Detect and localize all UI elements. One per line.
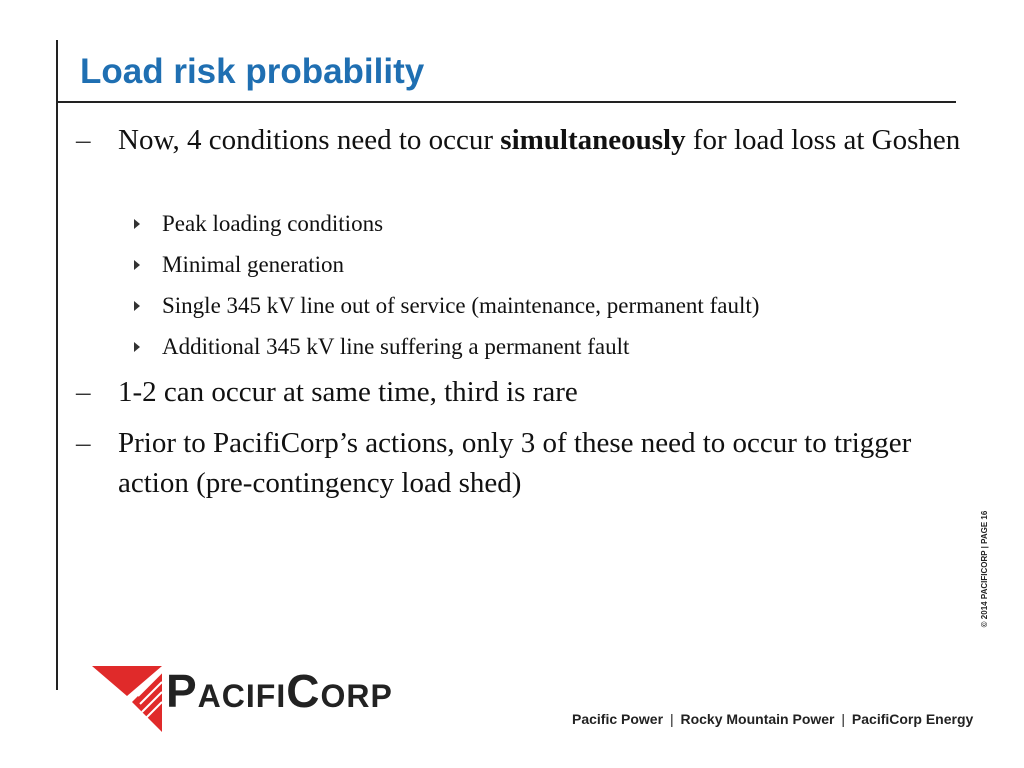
brand-pacificorp-energy: PacifiCorp Energy	[851, 711, 974, 727]
bullet-2-text: 1-2 can occur at same time, third is rare	[118, 376, 578, 408]
sub-item-2-text: Minimal generation	[162, 252, 345, 277]
bullet-dash: –	[76, 427, 91, 459]
triangle-bullet-icon	[134, 342, 140, 352]
pacificorp-wordmark: PacifiCorp	[166, 665, 393, 717]
sub-item-1-text: Peak loading conditions	[162, 211, 384, 236]
bullet-dash: –	[76, 376, 91, 408]
sub-item-4	[134, 332, 984, 362]
triangle-bullet-icon	[134, 219, 140, 229]
bullet-1	[76, 120, 976, 160]
brand-list	[572, 709, 982, 729]
left-vertical-rule	[56, 40, 58, 690]
triangle-bullet-icon	[134, 301, 140, 311]
bullet-1-emphasis: simultaneously	[500, 124, 686, 156]
triangle-bullet-icon	[134, 260, 140, 270]
bullet-3	[76, 423, 976, 503]
sub-item-3	[134, 291, 984, 321]
bullet-1-text	[118, 120, 976, 160]
brand-separator: |	[841, 711, 846, 727]
slide-title: Load risk probability	[80, 52, 425, 91]
pacificorp-logo-icon	[92, 662, 162, 732]
copyright-notice: © 2014 PACIFICORP | PAGE 16	[980, 510, 989, 628]
bullet-1-text-end: for load loss at Goshen	[685, 124, 961, 156]
bullet-dash: –	[76, 124, 91, 156]
sub-item-3-text: Single 345 kV line out of service (maintenance, permanent fault)	[162, 293, 760, 318]
brand-pacific-power: Pacific Power	[572, 711, 664, 727]
sub-item-1	[134, 209, 984, 239]
bullet-3-text: Prior to PacifiCorp’s actions, only 3 of these need to occur to trigger action (pre-contingency load shed)	[118, 427, 912, 499]
brand-rocky-mountain-power: Rocky Mountain Power	[680, 711, 835, 727]
title-underline-rule	[56, 101, 956, 103]
bullet-2	[76, 372, 976, 412]
bullet-1-text-start: Now, 4 conditions need to occur	[118, 124, 501, 156]
sub-item-4-text: Additional 345 kV line suffering a permanent fault	[162, 334, 630, 359]
sub-item-2	[134, 250, 984, 280]
brand-separator: |	[669, 711, 674, 727]
